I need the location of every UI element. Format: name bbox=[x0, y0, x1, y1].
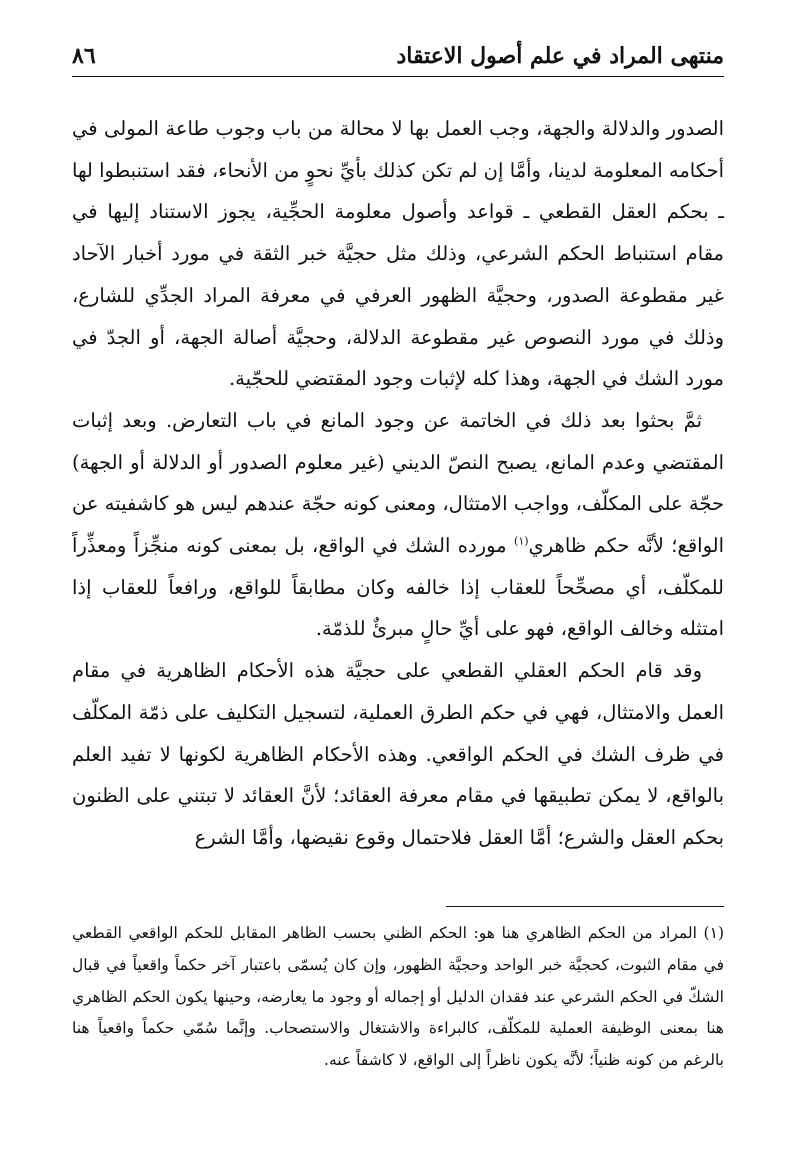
page-number: ٨٦ bbox=[72, 43, 96, 69]
paragraph-1: الصدور والدلالة والجهة، وجب العمل بها لا محالة من باب وجوب طاعة المولى في أحكامه المعلومة لدينا، وأمَّا إن لم تكن كذلك بأيِّ نحوٍ من الأنحاء، فقد استنبطوا لها ـ بحكم العقل القطعي ـ قواعد وأصول معلومة الحجِّية، يجوز الاستناد إليها في مقام استنباط الحكم الشرعي، وذلك مثل حجيَّة خبر الثقة في مورد أخبار الآحاد غير مقطوعة الصدور، وحجيَّة الظهور العرفي في معرفة المراد الجدِّي للشارع، وذلك في مورد النصوص غير مقطوعة الدلالة، وحجيَّة أصالة الجهة، أو الجدّ في مورد الشك في الجهة، وهذا كله لإثبات وجود المقتضي للحجّية. bbox=[72, 117, 724, 391]
paragraph-2-continuation: مورده الشك في الواقع، بل بمعنى كونه منجِّزاً ومعذِّراً للمكلّف، أي مصحِّحاً للعقاب إذا خالفه وكان مطابقاً للواقع، ورافعاً للعقاب إذا امتثله وخالف الواقع، فهو على أيِّ حالٍ مبرئٌ للذمّة. bbox=[72, 534, 724, 641]
paragraph-2-text: ثمَّ بحثوا بعد ذلك في الخاتمة عن وجود المانع في باب التعارض. وبعد إثبات المقتضي وعدم المانع، يصبح النصّ الديني (غير معلوم الصدور أو الدلالة أو الجهة) حجّة على المكلّف، وواجب الامتثال، ومعنى كونه حجّة عندهم ليس هو كاشفيته عن الواقع؛ لأنَّه حكم ظاهري bbox=[72, 408, 724, 558]
footnote-1: (١) المراد من الحكم الظاهري هنا هو: الحكم الظني بحسب الظاهر المقابل للحكم الواقعي القطعي في مقام الثبوت، كحجيَّة خبر الواحد وحجيَّة الظهور، وإن كان يُسمّى باعتبار آخر حكماً واقعياً في قبال الشكّ في الحكم الشرعي عند فقدان الدليل أو إجماله أو وجود ما يعارضه، وحينها يكون الحكم الظاهري هنا بمعنى الوظيفة العملية للمكلّف، كالبراءة والاشتغال والاستصحاب. وإنَّما سُمّي حكماً واقعياً هنا بالرغم من كونه ظنياً؛ لأنَّه يكون ناظراً إلى الواقع، لا كاشفاً عنه. bbox=[72, 924, 724, 1070]
running-title: منتهى المراد في علم أصول الاعتقاد bbox=[396, 43, 724, 69]
main-text bbox=[72, 108, 724, 859]
running-header bbox=[72, 36, 724, 77]
footnotes bbox=[72, 918, 724, 1077]
footnote-reference[interactable]: (١) bbox=[514, 534, 529, 548]
paragraph-3: وقد قام الحكم العقلي القطعي على حجيَّة هذه الأحكام الظاهرية في مقام العمل والامتثال، فهي في حكم الطرق العملية، لتسجيل التكليف على ذمّة المكلّف في ظرف الشك في الحكم الواقعي. وهذه الأحكام الظاهرية لكونها لا تفيد العلم بالواقع، لا يمكن تطبيقها في مقام معرفة العقائد؛ لأنَّ العقائد لا تبتني على الظنون بحكم العقل والشرع؛ أمَّا العقل فلاحتمال وقوع نقيضها، وأمَّا الشرع bbox=[72, 659, 724, 849]
paragraph-2 bbox=[72, 400, 724, 650]
footnote-separator bbox=[446, 906, 724, 907]
